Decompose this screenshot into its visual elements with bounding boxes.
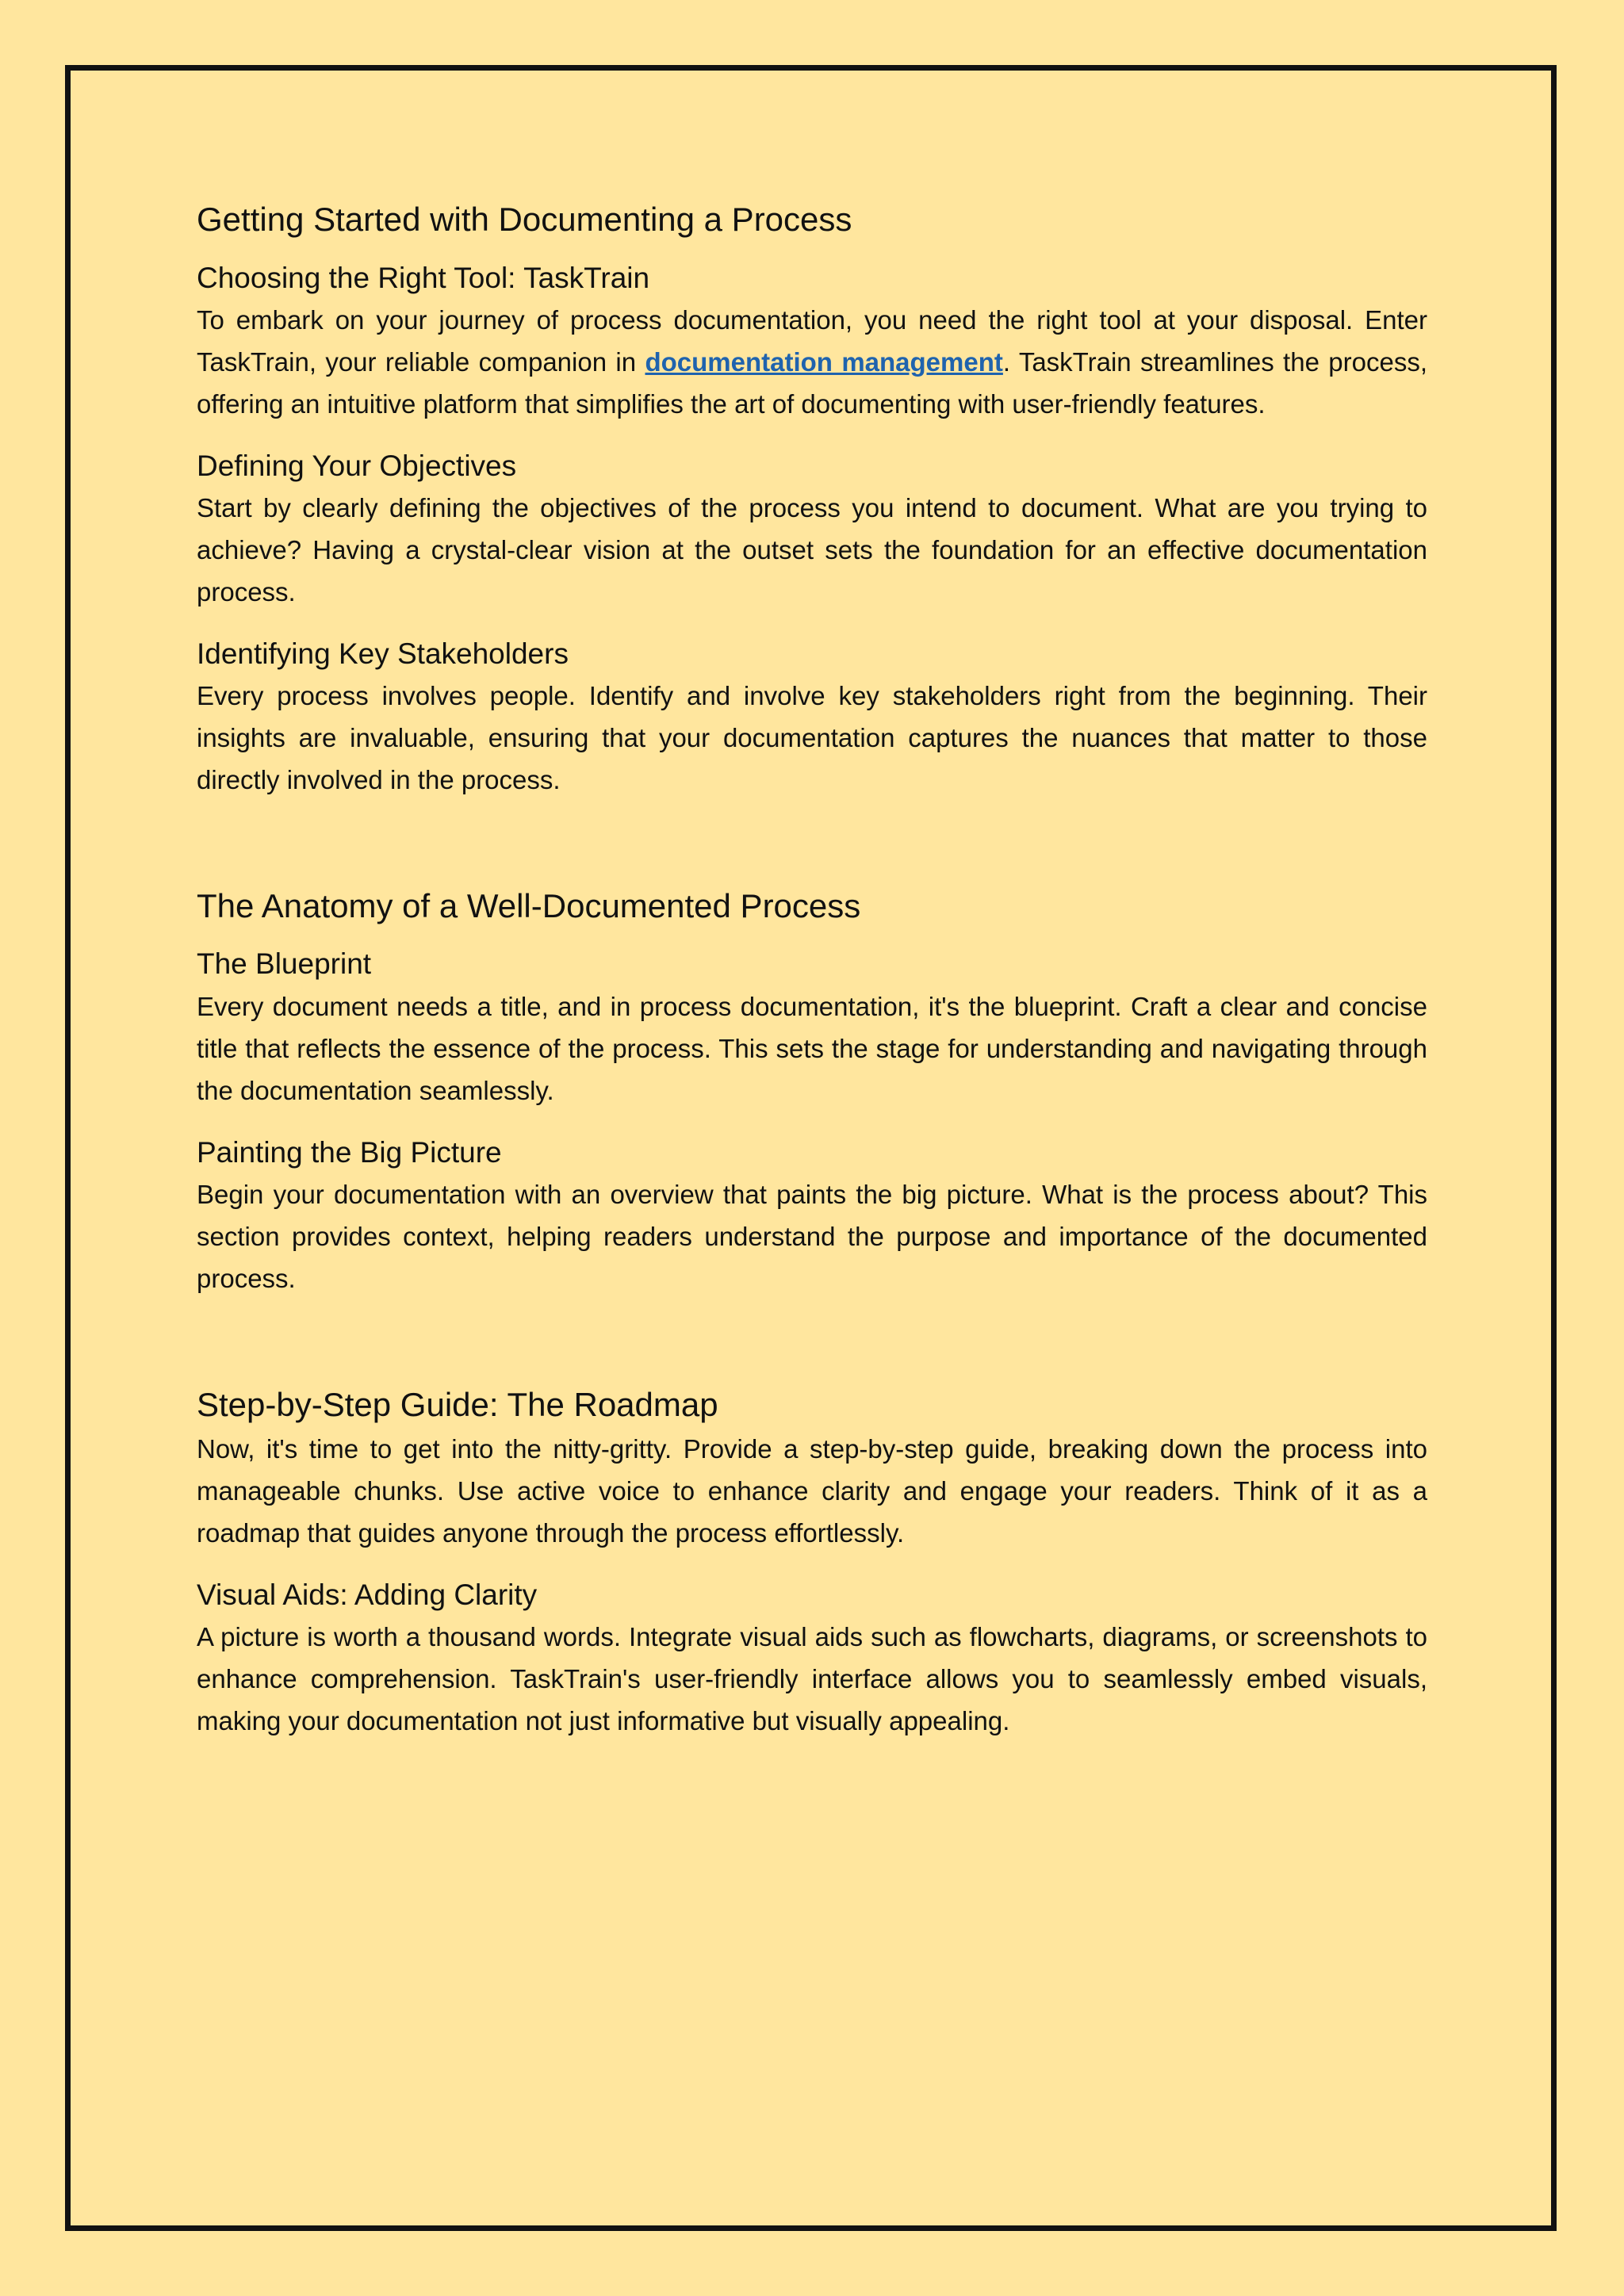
section-title: Step-by-Step Guide: The Roadmap [197, 1385, 718, 1423]
paragraph [197, 299, 1427, 425]
subsection-heading: The Blueprint [197, 947, 372, 981]
section-spacer [197, 1322, 1427, 1372]
section-title: The Anatomy of a Well-Documented Process [197, 886, 861, 924]
subsection-heading: Identifying Key Stakeholders [197, 637, 569, 670]
section-title: Getting Started with Documenting a Process [197, 201, 852, 238]
paragraph: Every process involves people. Identify and involve key stakeholders right from the beginning. Their insights are invaluable, ensuring that your documentation captures the nuances that matter to those directly involved in the process. [197, 680, 1427, 794]
paragraph: Every document needs a title, and in process documentation, it's the blueprint. Craft a clear and concise title that reflects the essence of the process. This sets the stage for understanding and navigating through the documentation seamlessly. [197, 991, 1427, 1105]
paragraph: A picture is worth a thousand words. Integrate visual aids such as flowcharts, diagrams, or screenshots to enhance comprehension. TaskTrain's user-friendly interface allows you to seamlessly embed visuals, making your documentation not just informative but visually appealing. [197, 1622, 1427, 1736]
section-spacer [197, 823, 1427, 874]
documentation-management-link[interactable]: documentation management [645, 346, 1003, 377]
section-step-by-step [197, 1383, 1427, 1743]
subsection-heading: Painting the Big Picture [197, 1135, 502, 1169]
subsection-heading: Visual Aids: Adding Clarity [197, 1578, 538, 1612]
subsection-heading: Defining Your Objectives [197, 449, 517, 482]
paragraph-text: . TaskTrain streamlines the process, offering an intuitive platform that simplifies the art of documenting with user-friendly features. [197, 346, 1428, 419]
section-getting-started [197, 198, 1427, 801]
document-body [197, 187, 1427, 1764]
section-anatomy [197, 885, 1427, 1299]
paragraph: Start by clearly defining the objectives of the process you intend to document. What are you trying to achieve? Having a crystal-clear vision at the outset sets the foundation for an effective documentation process. [197, 492, 1427, 607]
subsection-heading: Choosing the Right Tool: TaskTrain [197, 261, 650, 294]
paragraph: Begin your documentation with an overview that paints the big picture. What is the process about? This section provides context, helping readers understand the purpose and importance of the documented process. [197, 1179, 1427, 1293]
paragraph-text: To embark on your journey of process documentation, you need the right tool at your disposal. Enter TaskTrain, your reliable companion in [197, 304, 1427, 377]
paragraph: Now, it's time to get into the nitty-gritty. Provide a step-by-step guide, breaking down the process into manageable chunks. Use active voice to enhance clarity and engage your readers. Think of it as a roadmap that guides anyone through the process effortlessly. [197, 1434, 1427, 1548]
